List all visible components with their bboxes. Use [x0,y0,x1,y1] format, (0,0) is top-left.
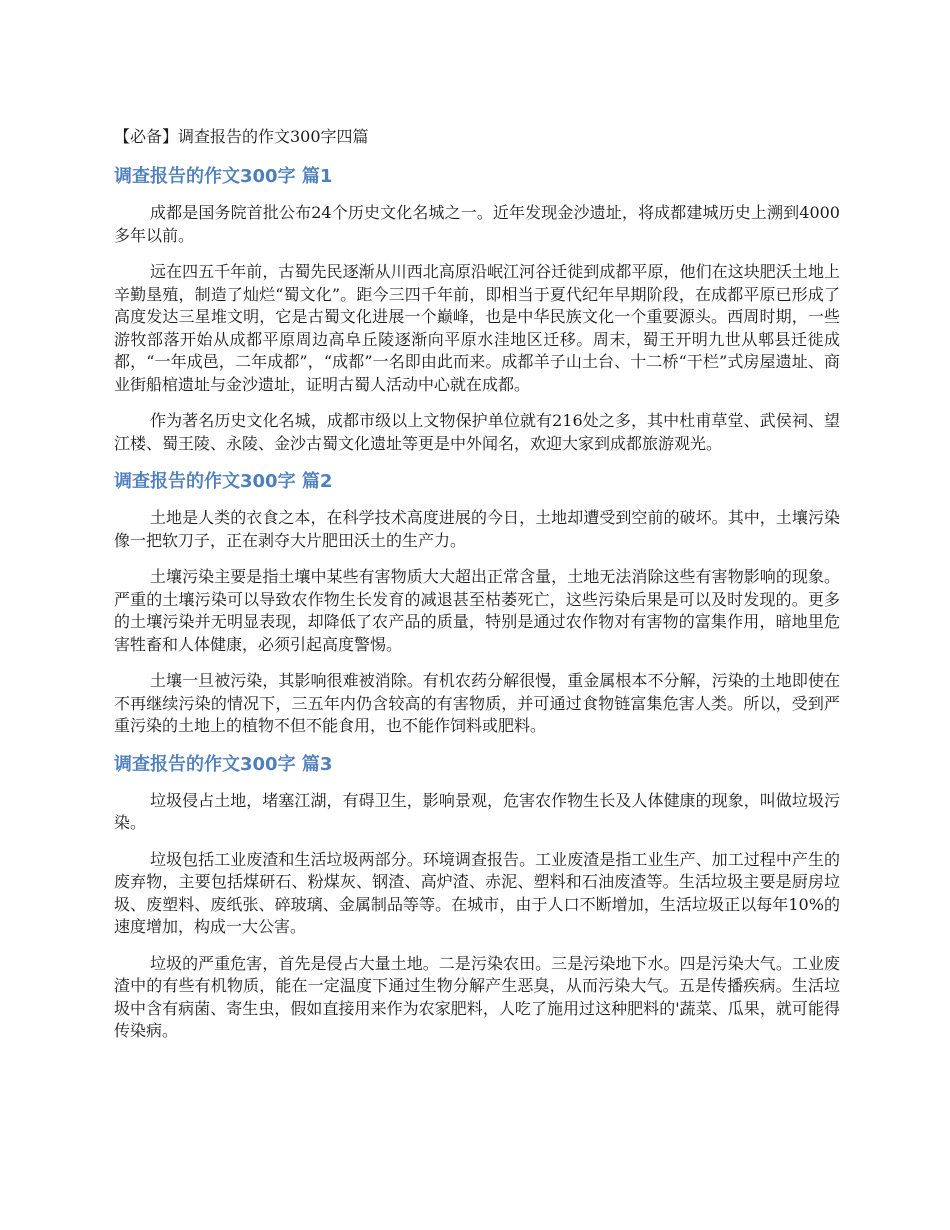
paragraph: 作为著名历史文化名城，成都市级以上文物保护单位就有216处之多，其中杜甫草堂、武侯祠、望江楼、蜀王陵、永陵、金沙古蜀文化遗址等更是中外闻名，欢迎大家到成都旅游观光。 [114,411,840,453]
section-heading: 调查报告的作文300字 篇2 [114,471,333,492]
paragraph: 土地是人类的衣食之本，在科学技术高度进展的今日，土地却遭受到空前的破坏。其中，土壤污染像一把软刀子，正在剥夺大片肥田沃土的生产力。 [114,508,840,550]
section-3 [114,752,840,1043]
paragraph: 远在四五千年前，古蜀先民逐渐从川西北高原沿岷江河谷迁徙到成都平原，他们在这块肥沃土地上辛勤垦殖，制造了灿烂“蜀文化”。距今三四千年前，即相当于夏代纪年早期阶段，在成都平原已形成了高度发达三星堆文明，它是古蜀文化进展一个巅峰，也是中华民族文化一个重要源头。西周时期，一些游牧部落开始从成都平原周边高阜丘陵逐渐向平原水洼地区迁移。周末，蜀王开明九世从郫县迁徙成都，“一年成邑，二年成都”，“成都”一名即由此而来。成都羊子山土台、十二桥“干栏”式房屋遗址、商业街船棺遗址与金沙遗址，证明古蜀人活动中心就在成都。 [114,262,840,394]
section-heading: 调查报告的作文300字 篇3 [114,753,333,775]
paragraph: 土壤一旦被污染，其影响很难被消除。有机农药分解很慢，重金属根本不分解，污染的土地即使在不再继续污染的情况下，三五年内仍含较高的有害物质，并可通过食物链富集危害人类。所以，受到严重污染的土地上的植物不但不能食用，也不能作饲料或肥料。 [114,671,840,735]
paragraph: 成都是国务院首批公布24个历史文化名城之一。近年发现金沙遗址，将成都建城历史上溯到4000多年以前。 [114,203,840,245]
section-2 [114,469,840,738]
paragraph: 垃圾的严重危害，首先是侵占大量土地。二是污染农田。三是污染地下水。四是污染大气。工业废渣中的有些有机物质，能在一定温度下通过生物分解产生恶臭，从而污染大气。五是传播疾病。生活垃圾中含有病菌、寄生虫，假如直接用来作为农家肥料，人吃了施用过这种肥料的'蔬菜、瓜果，就可能得传染病。 [114,953,840,1040]
document-page [114,124,840,1057]
paragraph: 土壤污染主要是指土壤中某些有害物质大大超出正常含量，土地无法消除这些有害物影响的现象。严重的土壤污染可以导致农作物生长发育的减退甚至枯萎死亡，这些污染后果是可以及时发现的。更多的土壤污染并无明显表现，却降低了农产品的质量，特别是通过农作物对有害物的富集作用，暗地里危害牲畜和人体健康，必须引起高度警惕。 [114,567,840,654]
document-title: 【必备】调查报告的作文300字四篇 [114,127,369,146]
section-1 [114,164,840,455]
paragraph: 垃圾侵占土地，堵塞江湖，有碍卫生，影响景观，危害农作物生长及人体健康的现象，叫做垃圾污染。 [114,790,840,832]
section-heading: 调查报告的作文300字 篇1 [114,166,333,187]
paragraph: 垃圾包括工业废渣和生活垃圾两部分。环境调查报告。工业废渣是指工业生产、加工过程中产生的废弃物，主要包括煤研石、粉煤灰、钢渣、高炉渣、赤泥、塑料和石油废渣等。生活垃圾主要是厨房垃圾、废塑料、废纸张、碎玻璃、金属制品等等。在城市，由于人口不断增加，生活垃圾正以每年10%的速度增加，构成一大公害。 [114,849,840,936]
